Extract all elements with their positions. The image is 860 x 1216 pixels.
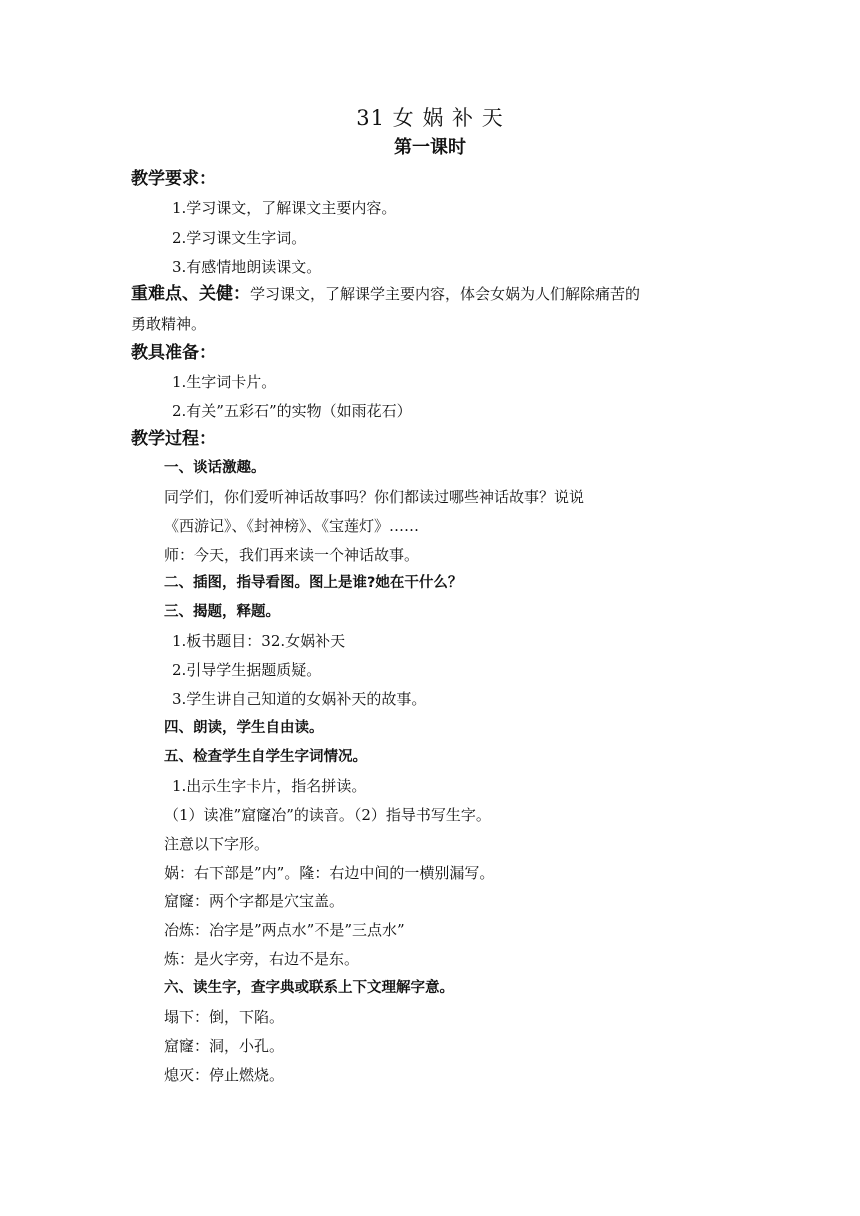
process-line: 塌下：倒，下陷。 xyxy=(164,1008,285,1026)
process-line: 2.引导学生据题质疑。 xyxy=(172,661,322,679)
lesson-subtitle: 第一课时 xyxy=(394,137,466,158)
process-line: 1.出示生字卡片，指名拼读。 xyxy=(172,777,367,795)
process-line: （1）读准”窟窿冶”的读音。（2）指导书写生字。 xyxy=(164,806,491,824)
materials-heading: 教具准备： xyxy=(131,343,216,363)
process-line: 3.学生讲自己知道的女娲补天的故事。 xyxy=(172,690,427,708)
materials-item: 1.生字词卡片。 xyxy=(172,373,277,391)
process-line: 师：今天，我们再来读一个神话故事。 xyxy=(164,546,420,564)
process-line: 1.板书题目：32.女娲补天 xyxy=(172,632,346,650)
requirements-heading: 教学要求： xyxy=(131,169,216,189)
section-heading: 二、插图，指导看图。图上是谁?她在干什么？ xyxy=(164,575,463,591)
process-line: 注意以下字形。 xyxy=(164,835,270,853)
process-line: 娲：右下部是”内”。隆：右边中间的一横别漏写。 xyxy=(164,864,495,882)
requirement-item: 3.有感情地朗读课文。 xyxy=(172,258,322,276)
section-heading: 六、读生字，查字典或联系上下文理解字意。 xyxy=(164,980,454,996)
section-heading: 四、朗读，学生自由读。 xyxy=(164,720,324,736)
process-line: 同学们，你们爱听神话故事吗？你们都读过哪些神话故事？说说 xyxy=(164,488,585,506)
requirement-item: 2.学习课文生字词。 xyxy=(172,229,307,247)
key-points-heading: 重难点、关健： xyxy=(131,284,250,304)
process-line: 窟窿：洞，小孔。 xyxy=(164,1037,285,1055)
section-heading: 一、谈话激趣。 xyxy=(164,460,266,476)
lesson-title: 31 女 娲 补 天 xyxy=(356,106,504,130)
key-points-text: 学习课文，了解课学主要内容，体会女娲为人们解除痛苦的 xyxy=(250,285,641,303)
requirement-item: 1.学习课文，了解课文主要内容。 xyxy=(172,199,397,217)
process-line: 《西游记》、《封神榜》、《宝莲灯》…… xyxy=(164,517,420,535)
process-heading: 教学过程： xyxy=(131,429,216,449)
section-heading: 三、揭题，释题。 xyxy=(164,604,280,620)
process-line: 冶炼：冶字是”两点水”不是”三点水” xyxy=(164,921,405,939)
process-line: 炼：是火字旁，右边不是东。 xyxy=(164,950,360,968)
process-line: 熄灭：停止燃烧。 xyxy=(164,1066,285,1084)
key-points-text-continued: 勇敢精神。 xyxy=(131,315,207,333)
section-heading: 五、检查学生自学生字词情况。 xyxy=(164,749,367,765)
key-points-paragraph xyxy=(131,284,640,304)
materials-item: 2.有关”五彩石”的实物（如雨花石） xyxy=(172,402,412,420)
process-line: 窟窿：两个字都是穴宝盖。 xyxy=(164,892,345,910)
